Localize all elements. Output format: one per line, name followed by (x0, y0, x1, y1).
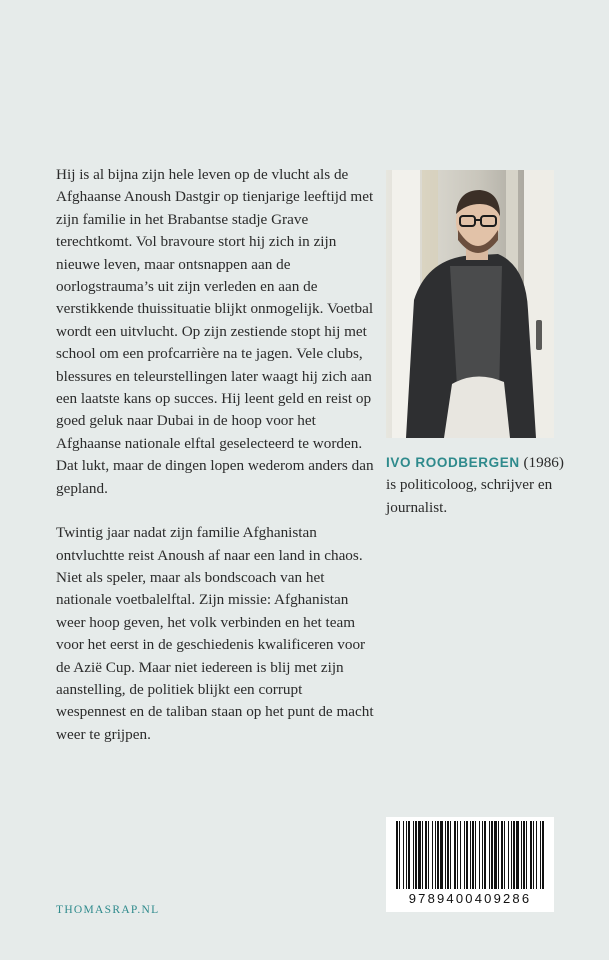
author-bio (386, 452, 566, 519)
author-photo (386, 170, 554, 438)
blurb-paragraph-2: Twintig jaar nadat zijn familie Afghanistan ontvluchtte reist Anoush af naar een land in chaos. Niet als speler, maar als bondscoach van het nationale voetbalelftal. Zijn missie: Afghanistan weer hoop geven, het volk verbinden en het team voor het eerst in de geschiedenis kwalificeren voor de Azië Cup. Maar niet iedereen is blij met zijn aanstelling, de politiek blijkt een corrupt wespennest en de taliban staan op het punt de macht weer te grijpen. (56, 524, 374, 743)
author-portrait-illustration (386, 170, 554, 438)
back-cover-blurb (56, 164, 376, 746)
blurb-paragraph-1: Hij is al bijna zijn hele leven op de vlucht als de Afghaanse Anoush Dastgir op tienjarige leeftijd met zijn familie in het Brabantse stadje Grave terechtkomt. Vol bravoure stort hij zich in zijn nieuwe leven, maar ontsnappen aan de oorlogstrauma’s uit zijn verleden en aan de verstikkende thuissituatie blijkt onmogelijk. Voetbal wordt een uitvlucht. Op zijn zestiende stopt hij met school om een profcarrière na te jagen. Vele clubs, blessures en teleurstellingen later waagt hij zich aan een laatste kans op succes. Hij leent geld en reist op goed geluk naar Dubai in de hoop voor het Afghaanse nationale elftal geselecteerd te worden. Dat lukt, maar de dingen lopen wederom anders dan gepland. (56, 166, 374, 497)
barcode (386, 817, 554, 912)
author-description: is politicoloog, schrijver en journalist. (386, 476, 553, 516)
barcode-bars (386, 817, 554, 893)
isbn-number: 9789400409286 (408, 891, 532, 906)
author-birth-year: (1986) (523, 454, 564, 471)
author-name: IVO ROODBERGEN (386, 455, 520, 470)
publisher-url: THOMASRAP.NL (56, 904, 160, 916)
